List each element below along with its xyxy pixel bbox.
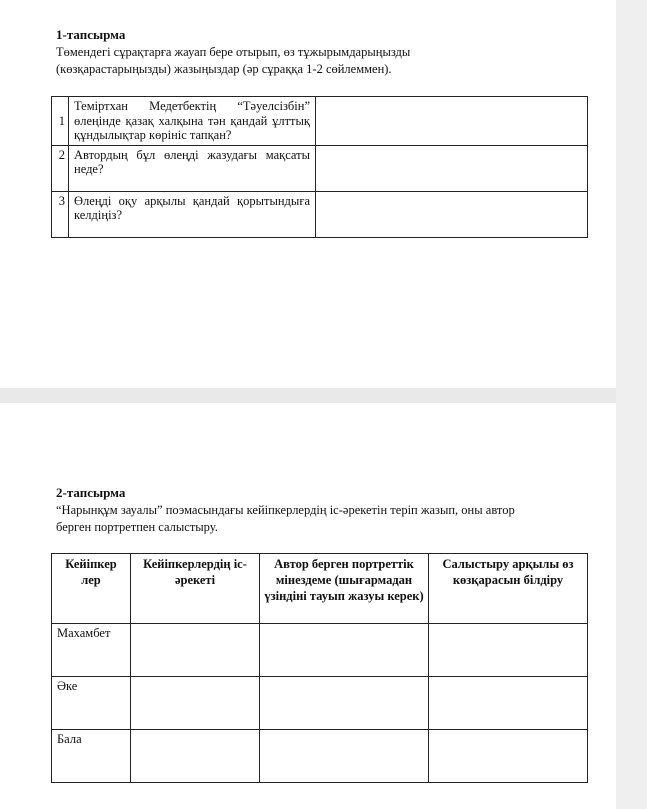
question-cell: Өлеңді оқу арқылы қандай қорытындыға келдіңіз? (69, 191, 316, 237)
task1-instruction-line1: Төмендегі сұрақтарға жауап бере отырып, өз тұжырымдарыңызды (56, 45, 411, 59)
answer-cell[interactable] (131, 624, 260, 677)
table-row (52, 677, 588, 730)
column-header-characters: Кейіпкер лер (52, 554, 131, 624)
column-header-portrait: Автор берген портреттік мінездеме (шығармадан үзіндіні тауып жазуы керек) (260, 554, 429, 624)
question-cell: Автордың бұл өлеңді жазудағы мақсаты неде? (69, 145, 316, 191)
row-number: 1 (52, 97, 69, 146)
task1-heading: 1-тапсырма (56, 27, 126, 42)
table-row (52, 624, 588, 677)
row-number: 3 (52, 191, 69, 237)
table-row (52, 191, 588, 237)
task1-instruction-line2: (көзқарастарыңызды) жазыңыздар (әр сұраққа 1-2 сөйлеммен). (56, 62, 392, 76)
task2-character-table (51, 553, 588, 783)
column-header-actions: Кейіпкерлердің іс-әрекеті (131, 554, 260, 624)
answer-cell[interactable] (131, 730, 260, 783)
answer-cell[interactable] (260, 730, 429, 783)
table-header-row (52, 554, 588, 624)
row-number: 2 (52, 145, 69, 191)
task1-question-table (51, 96, 588, 238)
task2-instruction-line2: берген портретпен салыстыру. (56, 520, 218, 534)
table-row (52, 145, 588, 191)
document-page-1 (0, 0, 616, 388)
answer-cell[interactable] (316, 145, 588, 191)
answer-cell[interactable] (260, 677, 429, 730)
character-name: Бала (52, 730, 131, 783)
character-name: Махамбет (52, 624, 131, 677)
answer-cell[interactable] (316, 97, 588, 146)
table-row (52, 730, 588, 783)
column-header-comparison: Салыстыру арқылы өз көзқарасын білдіру (429, 554, 588, 624)
answer-cell[interactable] (429, 730, 588, 783)
answer-cell[interactable] (316, 191, 588, 237)
character-name: Әке (52, 677, 131, 730)
answer-cell[interactable] (260, 624, 429, 677)
table-row (52, 97, 588, 146)
answer-cell[interactable] (429, 624, 588, 677)
question-cell: Теміртхан Медетбектің “Тәуелсізбін” өлеңінде қазақ халқына тән қандай ұлттық құндылықтар көрініс тапқан? (69, 97, 316, 146)
answer-cell[interactable] (429, 677, 588, 730)
viewer-gutter (616, 0, 647, 809)
task2-instruction-line1: “Нарынқұм зауалы” поэмасындағы кейіпкерлердің іс-әрекетін теріп жазып, оны автор (56, 503, 515, 517)
task2-heading: 2-тапсырма (56, 485, 126, 500)
answer-cell[interactable] (131, 677, 260, 730)
